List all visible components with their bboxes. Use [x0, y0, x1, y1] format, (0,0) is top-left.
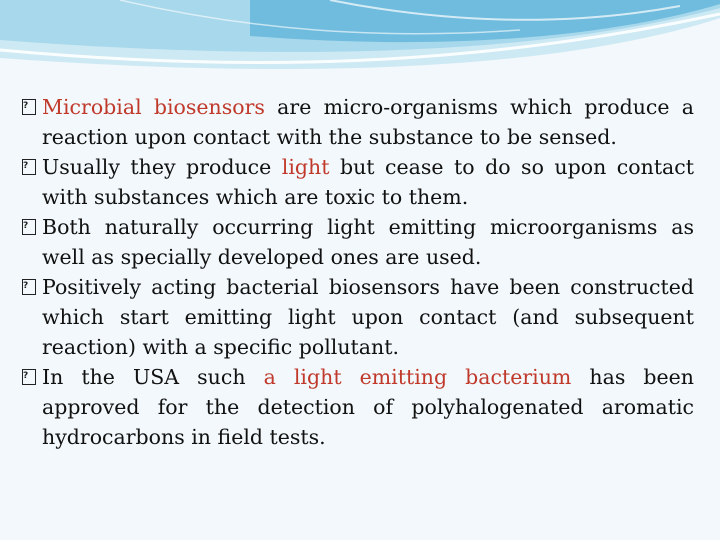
bullet-text-post: has been approved for the detection of polyhalogenated aromatic hydrocarbons in field tests.	[42, 365, 694, 449]
bullet-text-post: but cease to do so upon contact with substances which are toxic to them.	[42, 155, 694, 209]
bullet-item-usually-light	[22, 152, 694, 212]
bullet-text-highlight: light	[281, 155, 330, 179]
missing-glyph-box-icon: ?	[22, 159, 36, 175]
bullet-text-post: are micro-organisms which produce a reaction upon contact with the substance to be sensed.	[42, 95, 695, 149]
bullet-item-positively-acting	[22, 272, 694, 362]
missing-glyph-box-icon: ?	[22, 279, 36, 295]
bullet-item-usa-approval	[22, 362, 694, 452]
slide-body-text	[22, 92, 694, 452]
bullet-item-naturally-occurring	[22, 212, 694, 272]
bullet-text-pre: Both naturally occurring light emitting microorganisms as well as specially developed ones are used.	[42, 215, 694, 269]
missing-glyph-box-icon: ?	[22, 99, 36, 115]
bullet-text-pre: In the USA such	[42, 365, 264, 389]
bullet-text-pre: Positively acting bacterial biosensors have been constructed which start emitting light upon contact (and subsequent reaction) with a specific pollutant.	[42, 275, 694, 359]
bullet-text-pre: Usually they produce	[42, 155, 282, 179]
missing-glyph-box-icon: ?	[22, 219, 36, 235]
bullet-item-microbial-biosensors	[22, 92, 694, 152]
bullet-text-highlight: a light emitting bacterium	[263, 365, 572, 389]
missing-glyph-box-icon: ?	[22, 369, 36, 385]
bullet-text-highlight: Microbial biosensors	[42, 95, 265, 119]
header-wave-decoration	[0, 0, 720, 90]
